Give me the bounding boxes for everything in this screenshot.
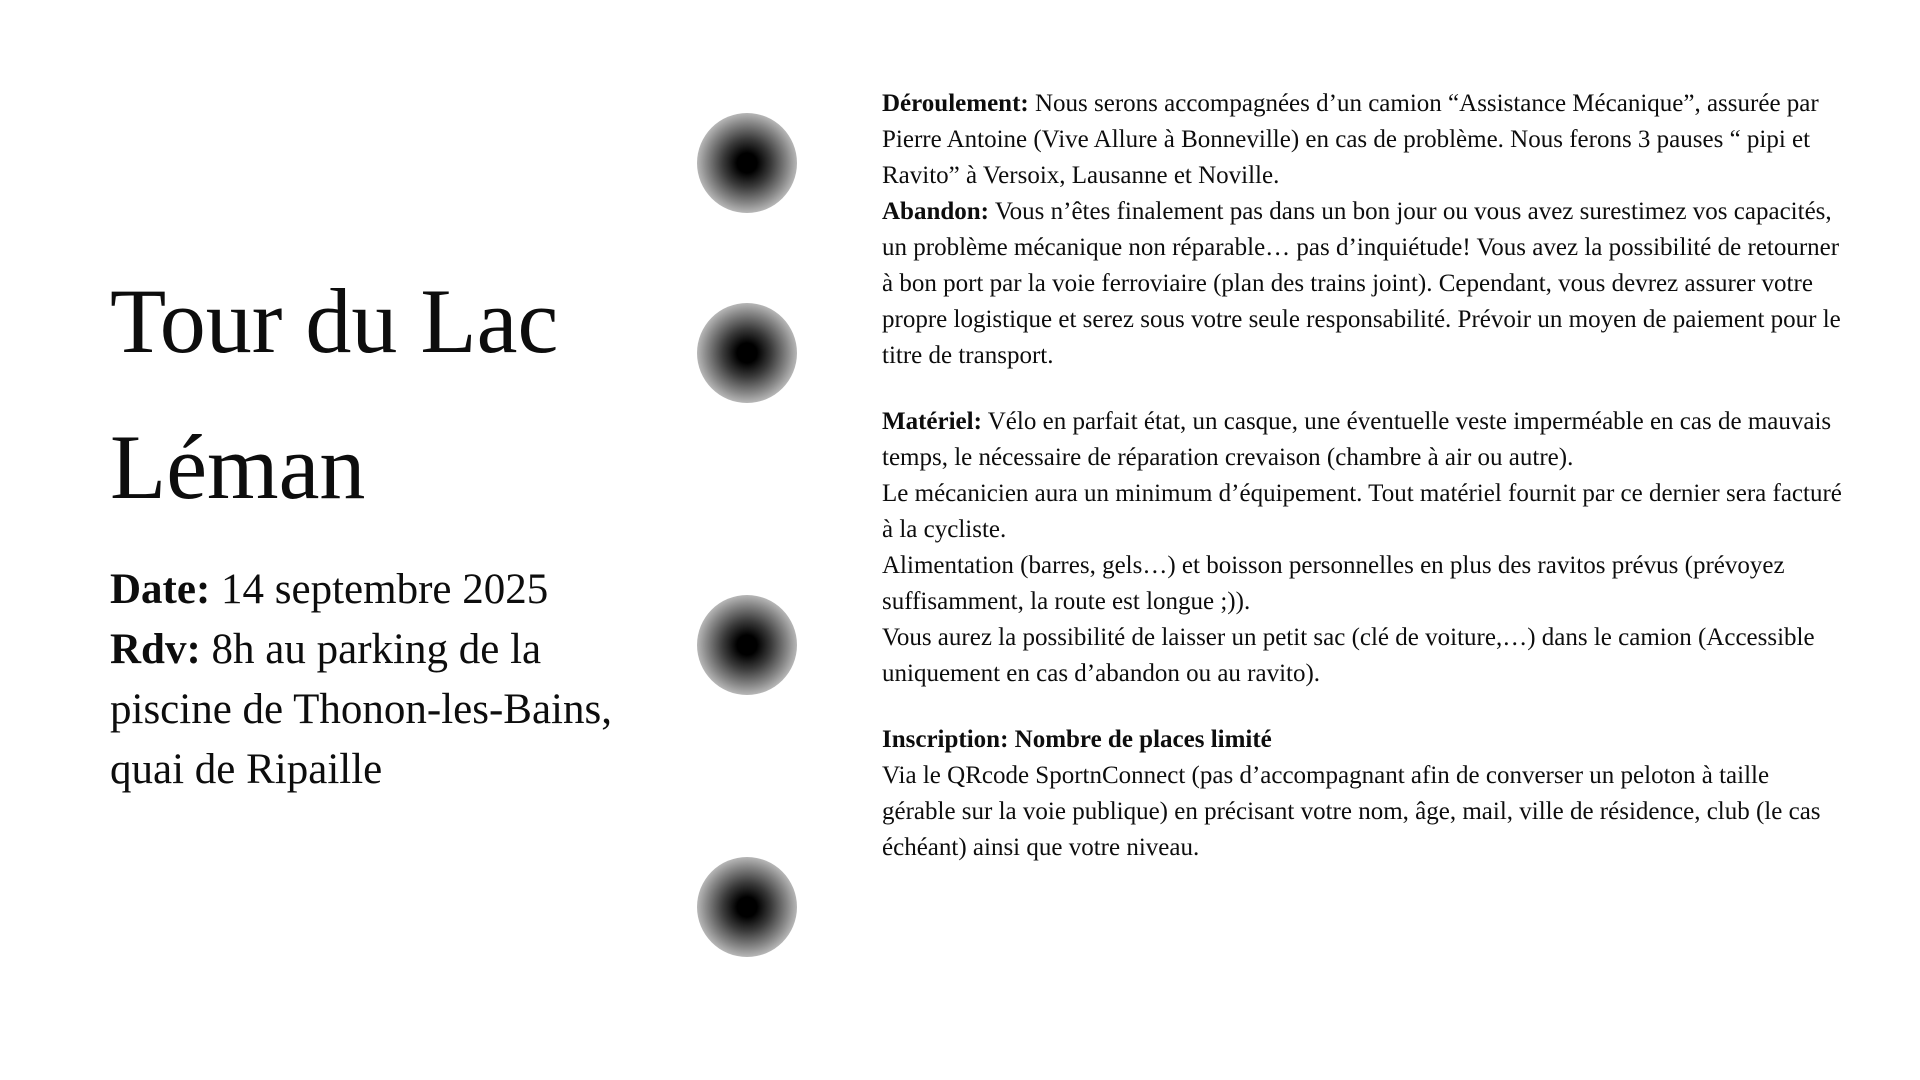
section-materiel	[882, 404, 1842, 692]
details-panel	[882, 86, 1842, 866]
deroulement-text: Nous serons accompagnées d’un camion “Assistance Mécanique”, assurée par Pierre Antoine (Vive Allure à Bonneville) en cas de problème. Nous ferons 3 pauses “ pipi et Ravito” à Versoix, Lausanne et Noville.	[882, 90, 1819, 189]
section-inscription	[882, 722, 1842, 866]
title-line-1: Tour du Lac	[110, 270, 559, 372]
date-label: Date:	[110, 566, 211, 613]
materiel-line-3: Alimentation (barres, gels…) et boisson personnelles en plus des ravitos prévus (prévoyez suffisamment, la route est longue ;)).	[882, 552, 1785, 615]
event-meta	[110, 560, 670, 800]
date-value: 14 septembre 2025	[221, 566, 549, 613]
title-line-2: Léman	[110, 416, 366, 518]
materiel-label: Matériel:	[882, 408, 982, 435]
section-deroulement	[882, 86, 1842, 194]
left-panel	[110, 248, 670, 800]
abandon-label: Abandon:	[882, 198, 989, 225]
abandon-text: Vous n’êtes finalement pas dans un bon jour ou vous avez surestimez vos capacités, un problème mécanique non réparable… pas d’inquiétude! Vous avez la possibilité de retourner à bon port par la voie ferroviaire (plan des trains joint). Cependant, vous devrez assurer votre propre logistique et serez sous votre seule responsabilité. Prévoir un moyen de paiement pour le titre de transport.	[882, 198, 1841, 369]
page-title	[110, 248, 670, 540]
materiel-text: Vélo en parfait état, un casque, une éventuelle veste imperméable en cas de mauvais temps, le nécessaire de réparation crevaison (chambre à air ou autre).	[882, 408, 1832, 471]
bullet-dot-2	[697, 303, 797, 403]
bullet-dot-3	[697, 595, 797, 695]
deroulement-label: Déroulement:	[882, 90, 1029, 117]
bullet-dot-1	[697, 113, 797, 213]
inscription-label: Inscription: Nombre de places limité	[882, 726, 1272, 753]
bullet-dot-4	[697, 857, 797, 957]
section-abandon	[882, 194, 1842, 374]
materiel-line-2: Le mécanicien aura un minimum d’équipement. Tout matériel fournit par ce dernier sera facturé à la cycliste.	[882, 480, 1842, 543]
rdv-label: Rdv:	[110, 626, 201, 673]
rdv-value: 8h au parking de la piscine de Thonon-les-Bains, quai de Ripaille	[110, 626, 612, 793]
inscription-text: Via le QRcode SportnConnect (pas d’accompagnant afin de converser un peloton à taille gérable sur la voie publique) en précisant votre nom, âge, mail, ville de résidence, club (le cas échéant) ainsi que votre niveau.	[882, 762, 1821, 861]
materiel-line-4: Vous aurez la possibilité de laisser un petit sac (clé de voiture,…) dans le camion (Accessible uniquement en cas d’abandon ou au ravito).	[882, 624, 1815, 687]
